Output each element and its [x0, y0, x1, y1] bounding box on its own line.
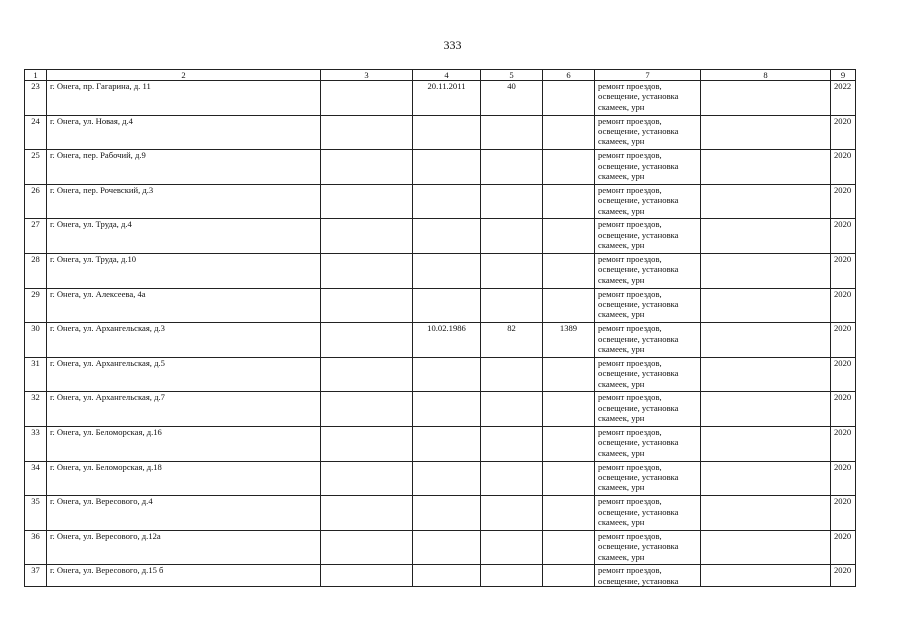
work-line: ремонт проездов,: [598, 253, 662, 264]
column-header: 9: [831, 70, 856, 81]
row-number-cell: 37: [25, 565, 47, 587]
column-5-cell: [481, 392, 543, 427]
work-line: ремонт проездов,: [598, 426, 662, 437]
date-cell: [413, 253, 481, 288]
column-3-cell: [321, 184, 413, 219]
column-6-cell: [543, 392, 595, 427]
address-cell: г. Онега, ул. Беломорская, д.18: [47, 461, 321, 496]
work-line: ремонт проездов,: [598, 323, 662, 334]
work-line: освещение, установка: [598, 195, 679, 206]
column-3-cell: [321, 323, 413, 358]
column-header: 5: [481, 70, 543, 81]
column-8-cell: [701, 115, 831, 150]
work-description-cell: [595, 253, 701, 288]
date-cell: 20.11.2011: [413, 81, 481, 116]
year-cell: 2020: [831, 392, 856, 427]
work-line: ремонт проездов,: [598, 565, 662, 576]
work-line: скамеек, урн: [598, 482, 645, 493]
column-6-cell: [543, 288, 595, 323]
work-line: освещение, установка: [598, 575, 679, 586]
column-5-cell: [481, 288, 543, 323]
work-line: ремонт проездов,: [598, 184, 662, 195]
work-description-cell: [595, 565, 701, 587]
table-row: [25, 357, 856, 392]
table-row: [25, 81, 856, 116]
row-number-cell: 26: [25, 184, 47, 219]
column-6-cell: [543, 426, 595, 461]
work-description-cell: [595, 357, 701, 392]
work-line: скамеек, урн: [598, 551, 645, 562]
work-line: ремонт проездов,: [598, 392, 662, 403]
work-line: ремонт проездов,: [598, 461, 662, 472]
column-5-cell: [481, 496, 543, 531]
column-3-cell: [321, 150, 413, 185]
column-8-cell: [701, 496, 831, 531]
work-line: ремонт проездов,: [598, 150, 662, 161]
date-cell: [413, 461, 481, 496]
work-line: ремонт проездов,: [598, 81, 662, 91]
column-3-cell: [321, 461, 413, 496]
address-cell: г. Онега, ул. Архангельская, д.3: [47, 323, 321, 358]
work-description-cell: [595, 150, 701, 185]
address-cell: г. Онега, пер. Рабочий, д.9: [47, 150, 321, 185]
column-header: 2: [47, 70, 321, 81]
row-number-cell: 25: [25, 150, 47, 185]
date-cell: [413, 115, 481, 150]
column-5-cell: [481, 426, 543, 461]
table-row: [25, 530, 856, 565]
row-number-cell: 24: [25, 115, 47, 150]
row-number-cell: 35: [25, 496, 47, 531]
year-cell: 2020: [831, 496, 856, 531]
work-line: освещение, установка: [598, 541, 679, 552]
date-cell: [413, 392, 481, 427]
column-8-cell: [701, 357, 831, 392]
date-cell: [413, 288, 481, 323]
work-line: скамеек, урн: [598, 343, 645, 354]
column-8-cell: [701, 219, 831, 254]
column-5-cell: [481, 357, 543, 392]
year-cell: 2022: [831, 81, 856, 116]
column-3-cell: [321, 288, 413, 323]
year-cell: 2020: [831, 565, 856, 587]
work-line: скамеек, урн: [598, 274, 645, 285]
column-header: 4: [413, 70, 481, 81]
column-3-cell: [321, 496, 413, 531]
column-5-cell: [481, 530, 543, 565]
column-3-cell: [321, 115, 413, 150]
column-8-cell: [701, 530, 831, 565]
column-3-cell: [321, 357, 413, 392]
column-6-cell: [543, 530, 595, 565]
column-5-cell: [481, 253, 543, 288]
work-line: скамеек, урн: [598, 413, 645, 424]
year-cell: 2020: [831, 253, 856, 288]
date-cell: [413, 530, 481, 565]
work-line: скамеек, урн: [598, 101, 645, 112]
row-number-cell: 32: [25, 392, 47, 427]
column-3-cell: [321, 81, 413, 116]
date-cell: [413, 496, 481, 531]
work-line: освещение, установка: [598, 160, 679, 171]
address-cell: г. Онега, ул. Вересового, д.12а: [47, 530, 321, 565]
work-line: ремонт проездов,: [598, 115, 662, 126]
work-line: освещение, установка: [598, 368, 679, 379]
address-cell: г. Онега, ул. Беломорская, д.16: [47, 426, 321, 461]
column-5-cell: [481, 219, 543, 254]
work-description-cell: [595, 530, 701, 565]
date-cell: [413, 219, 481, 254]
row-number-cell: 33: [25, 426, 47, 461]
work-line: освещение, установка: [598, 298, 679, 309]
column-5-cell: [481, 115, 543, 150]
work-line: скамеек, урн: [598, 378, 645, 389]
address-cell: г. Онега, ул. Труда, д.4: [47, 219, 321, 254]
improvement-table: [24, 69, 856, 587]
work-line: скамеек, урн: [598, 205, 645, 216]
column-3-cell: [321, 565, 413, 587]
work-line: освещение, установка: [598, 437, 679, 448]
table-row: [25, 565, 856, 587]
column-3-cell: [321, 253, 413, 288]
column-8-cell: [701, 461, 831, 496]
column-6-cell: [543, 115, 595, 150]
column-6-cell: [543, 496, 595, 531]
work-line: освещение, установка: [598, 333, 679, 344]
work-description-cell: [595, 461, 701, 496]
work-description-cell: [595, 81, 701, 116]
address-cell: г. Онега, ул. Алексеева, 4а: [47, 288, 321, 323]
work-line: освещение, установка: [598, 229, 679, 240]
column-header: 8: [701, 70, 831, 81]
table-row: [25, 426, 856, 461]
address-cell: г. Онега, ул. Вересового, д.15 б: [47, 565, 321, 587]
address-cell: г. Онега, ул. Новая, д.4: [47, 115, 321, 150]
column-8-cell: [701, 392, 831, 427]
row-number-cell: 36: [25, 530, 47, 565]
year-cell: 2020: [831, 357, 856, 392]
column-8-cell: [701, 288, 831, 323]
year-cell: 2020: [831, 530, 856, 565]
column-8-cell: [701, 253, 831, 288]
work-description-cell: [595, 115, 701, 150]
address-cell: г. Онега, пер. Рочевский, д.3: [47, 184, 321, 219]
work-line: скамеек, урн: [598, 240, 645, 251]
address-cell: г. Онега, ул. Труда, д.10: [47, 253, 321, 288]
year-cell: 2020: [831, 461, 856, 496]
address-cell: г. Онега, ул. Архангельская, д.5: [47, 357, 321, 392]
date-cell: [413, 565, 481, 587]
column-header: 3: [321, 70, 413, 81]
work-description-cell: [595, 288, 701, 323]
row-number-cell: 28: [25, 253, 47, 288]
column-3-cell: [321, 392, 413, 427]
column-6-cell: [543, 150, 595, 185]
column-6-cell: [543, 81, 595, 116]
column-6-cell: [543, 219, 595, 254]
column-8-cell: [701, 426, 831, 461]
row-number-cell: 27: [25, 219, 47, 254]
table-row: [25, 323, 856, 358]
year-cell: 2020: [831, 115, 856, 150]
column-6-cell: [543, 357, 595, 392]
date-cell: [413, 184, 481, 219]
row-number-cell: 31: [25, 357, 47, 392]
year-cell: 2020: [831, 323, 856, 358]
table-row: [25, 115, 856, 150]
table-row: [25, 150, 856, 185]
work-description-cell: [595, 496, 701, 531]
work-line: ремонт проездов,: [598, 219, 662, 230]
work-line: скамеек, урн: [598, 516, 645, 527]
column-3-cell: [321, 530, 413, 565]
column-6-cell: [543, 461, 595, 496]
table-row: [25, 184, 856, 219]
work-line: ремонт проездов,: [598, 496, 662, 507]
column-3-cell: [321, 219, 413, 254]
row-number-cell: 29: [25, 288, 47, 323]
year-cell: 2020: [831, 150, 856, 185]
row-number-cell: 30: [25, 323, 47, 358]
work-line: ремонт проездов,: [598, 357, 662, 368]
year-cell: 2020: [831, 288, 856, 323]
date-cell: [413, 150, 481, 185]
work-line: освещение, установка: [598, 126, 679, 136]
column-6-cell: [543, 184, 595, 219]
column-header: 1: [25, 70, 47, 81]
work-line: освещение, установка: [598, 402, 679, 413]
address-cell: г. Онега, ул. Вересового, д.4: [47, 496, 321, 531]
row-number-cell: 23: [25, 81, 47, 116]
page-number: 333: [443, 38, 462, 52]
work-description-cell: [595, 323, 701, 358]
column-5-cell: 40: [481, 81, 543, 116]
table-row: [25, 461, 856, 496]
work-description-cell: [595, 184, 701, 219]
date-cell: [413, 426, 481, 461]
date-cell: [413, 357, 481, 392]
column-8-cell: [701, 323, 831, 358]
work-line: освещение, установка: [598, 506, 679, 517]
column-6-cell: [543, 253, 595, 288]
date-cell: 10.02.1986: [413, 323, 481, 358]
column-number-row: [25, 70, 856, 81]
column-8-cell: [701, 81, 831, 116]
address-cell: г. Онега, ул. Архангельская, д.7: [47, 392, 321, 427]
column-5-cell: [481, 184, 543, 219]
column-8-cell: [701, 150, 831, 185]
year-cell: 2020: [831, 426, 856, 461]
work-line: скамеек, урн: [598, 309, 645, 320]
table-row: [25, 288, 856, 323]
column-6-cell: [543, 565, 595, 587]
work-description-cell: [595, 426, 701, 461]
work-line: скамеек, урн: [598, 447, 645, 458]
work-line: ремонт проездов,: [598, 530, 662, 541]
work-line: скамеек, урн: [598, 136, 645, 147]
year-cell: 2020: [831, 219, 856, 254]
column-8-cell: [701, 184, 831, 219]
address-cell: г. Онега, пр. Гагарина, д. 11: [47, 81, 321, 116]
column-5-cell: [481, 565, 543, 587]
column-5-cell: [481, 461, 543, 496]
work-line: освещение, установка: [598, 91, 679, 102]
column-6-cell: 1389: [543, 323, 595, 358]
column-8-cell: [701, 565, 831, 587]
work-line: освещение, установка: [598, 471, 679, 482]
work-line: освещение, установка: [598, 264, 679, 275]
work-description-cell: [595, 219, 701, 254]
column-header: 7: [595, 70, 701, 81]
table-row: [25, 496, 856, 531]
table-row: [25, 392, 856, 427]
work-line: скамеек, урн: [598, 171, 645, 181]
column-header: 6: [543, 70, 595, 81]
column-3-cell: [321, 426, 413, 461]
column-5-cell: [481, 150, 543, 185]
row-number-cell: 34: [25, 461, 47, 496]
column-5-cell: 82: [481, 323, 543, 358]
year-cell: 2020: [831, 184, 856, 219]
work-description-cell: [595, 392, 701, 427]
table-row: [25, 253, 856, 288]
work-line: ремонт проездов,: [598, 288, 662, 299]
table-row: [25, 219, 856, 254]
